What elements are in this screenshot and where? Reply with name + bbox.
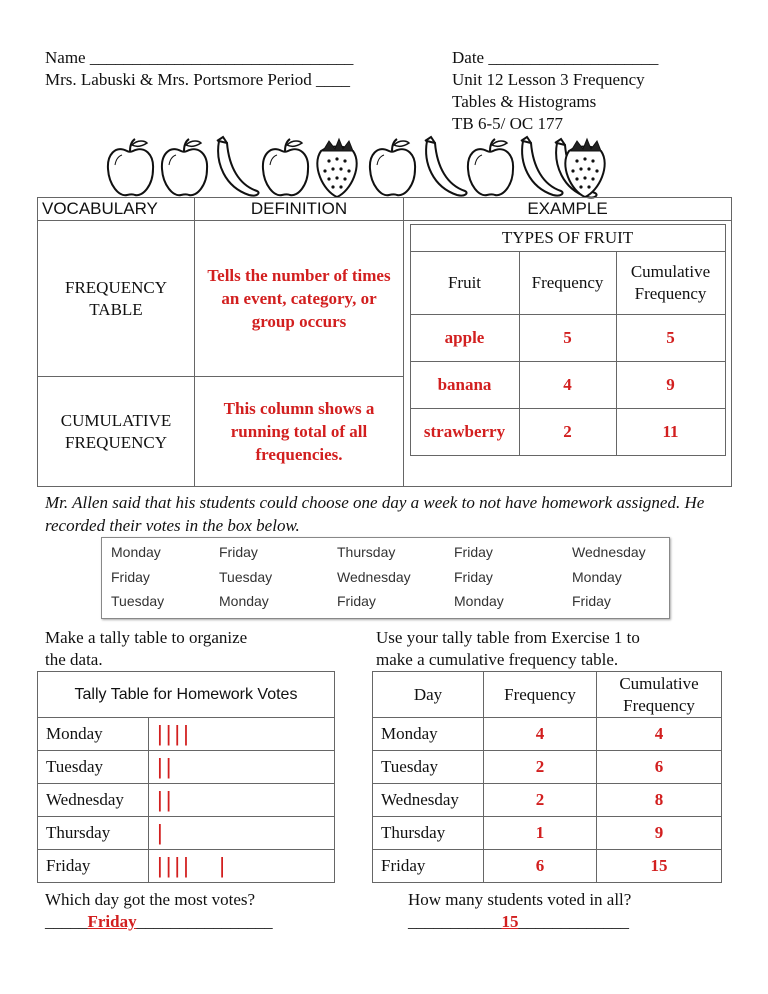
fruit-col-header: Fruit (410, 252, 519, 315)
votes-box (101, 537, 670, 619)
day-col-header: Day (373, 672, 484, 718)
cum-col-header (616, 252, 725, 315)
date-line[interactable]: Date ____________________ (452, 48, 659, 67)
teacher-line: Mrs. Labuski & Mrs. Portsmore Period ____ (45, 70, 351, 89)
exercise-1-prompt (45, 627, 247, 671)
answer-text: Friday (87, 912, 137, 931)
answer-text: 15 (501, 912, 519, 931)
vote: Monday (111, 544, 161, 560)
cum-header-line: Frequency (634, 284, 707, 303)
prompt-line: Use your tally table from Exercise 1 to (376, 628, 640, 647)
cum-cell: 9 (597, 817, 722, 850)
header-right (452, 47, 658, 135)
apple-icon (370, 139, 415, 195)
prompt-line: the data. (45, 650, 103, 669)
day-cell: Thursday (373, 817, 484, 850)
freq-cell: 2 (484, 784, 597, 817)
fruit-cell: banana (410, 362, 519, 409)
term-line: FREQUENCY (64, 277, 167, 297)
table-row (38, 784, 335, 817)
day-cell: Friday (373, 850, 484, 883)
fruit-frequency-table (410, 224, 726, 456)
table-row (410, 362, 725, 409)
table-row (373, 751, 722, 784)
vote: Friday (572, 593, 611, 609)
vote: Friday (454, 544, 493, 560)
term-cumulative-frequency (38, 377, 195, 487)
cum-header-line: Cumulative (630, 262, 711, 281)
vote: Friday (337, 593, 376, 609)
day-cell: Friday (38, 850, 149, 883)
word-problem: Mr. Allen said that his students could choose one day a week to not have homework assigned. He recorded their votes in the box below. (45, 493, 705, 535)
freq-cell: 2 (484, 751, 597, 784)
freq-cell: 1 (484, 817, 597, 850)
answer-line[interactable] (408, 911, 631, 933)
table-row (38, 751, 335, 784)
banana-icon (425, 137, 467, 196)
term-line: FREQUENCY (64, 432, 167, 452)
vote: Friday (454, 569, 493, 585)
table-row (38, 817, 335, 850)
answer-blank: _____ (45, 912, 88, 931)
fruit-border (105, 133, 607, 199)
lesson-line-2: Tables & Histograms (452, 92, 597, 111)
cum-cell: 4 (597, 718, 722, 751)
tally-marks: |||| (149, 718, 335, 751)
table-row (373, 784, 722, 817)
cum-cell: 11 (616, 409, 725, 456)
tally-marks: |||| | (149, 850, 335, 883)
cum-header-line: Cumulative (619, 673, 699, 693)
prompt-line: Make a tally table to organize (45, 628, 248, 647)
term-line: CUMULATIVE (60, 410, 172, 430)
answer-line[interactable] (45, 911, 273, 933)
vote: Thursday (337, 544, 396, 560)
tally-marks: || (149, 751, 335, 784)
lesson-line-3: TB 6-5/ OC 177 (452, 114, 563, 133)
cum-cell: 9 (616, 362, 725, 409)
header-left (45, 47, 353, 91)
day-cell: Tuesday (373, 751, 484, 784)
vote: Monday (219, 593, 269, 609)
cum-cell: 8 (597, 784, 722, 817)
tally-table (37, 671, 335, 883)
day-cell: Wednesday (373, 784, 484, 817)
day-cell: Thursday (38, 817, 149, 850)
fruit-cell: apple (410, 315, 519, 362)
vote: Friday (219, 544, 258, 560)
cum-col-header (597, 672, 722, 718)
freq-cell: 4 (519, 362, 616, 409)
table-row (373, 718, 722, 751)
tally-table-title: Tally Table for Homework Votes (38, 672, 335, 718)
day-cell: Wednesday (38, 784, 149, 817)
question-prompt: How many students voted in all? (408, 890, 632, 909)
vote: Wednesday (572, 544, 646, 560)
answer-blank: _____________ (518, 912, 629, 931)
vote: Monday (572, 569, 622, 585)
freq-cell: 6 (484, 850, 597, 883)
definition-header: DEFINITION (195, 198, 404, 221)
vote: Monday (454, 593, 504, 609)
strawberry-icon (317, 139, 356, 197)
question-total-votes (408, 889, 631, 933)
banana-icon (217, 137, 259, 196)
tally-marks: || (149, 784, 335, 817)
freq-cell: 5 (519, 315, 616, 362)
freq-cell: 4 (484, 718, 597, 751)
table-row (410, 315, 725, 362)
answer-blank: ________________ (136, 912, 273, 931)
cum-cell: 6 (597, 751, 722, 784)
day-cell: Monday (373, 718, 484, 751)
table-row (38, 850, 335, 883)
answer-blank: ___________ (408, 912, 502, 931)
cum-cell: 15 (597, 850, 722, 883)
apple-icon (263, 139, 308, 195)
vote: Friday (111, 569, 150, 585)
vote: Tuesday (111, 593, 165, 609)
freq-col-header: Frequency (484, 672, 597, 718)
fruit-cell: strawberry (410, 409, 519, 456)
table-row (373, 850, 722, 883)
question-prompt: Which day got the most votes? (45, 890, 256, 909)
lesson-line-1: Unit 12 Lesson 3 Frequency (452, 70, 645, 89)
prompt-line: make a cumulative frequency table. (376, 650, 619, 669)
table-row (373, 817, 722, 850)
apple-icon (468, 139, 513, 195)
day-cell: Monday (38, 718, 149, 751)
table-row (410, 409, 725, 456)
name-line[interactable]: Name _______________________________ (45, 48, 354, 67)
definition-frequency-table: Tells the number of times an event, category, or group occurs (195, 221, 404, 377)
vocabulary-table (37, 197, 732, 487)
fruit-table-title: TYPES OF FRUIT (410, 225, 725, 252)
vocab-header: VOCABULARY (38, 198, 195, 221)
cumulative-frequency-table (372, 671, 722, 883)
term-frequency-table (38, 221, 195, 377)
apple-icon (162, 139, 207, 195)
question-most-votes (45, 889, 273, 933)
freq-col-header: Frequency (519, 252, 616, 315)
term-line: TABLE (89, 299, 143, 319)
definition-cumulative-frequency: This column shows a running total of all frequencies. (195, 377, 404, 487)
vote: Tuesday (219, 569, 273, 585)
apple-icon (108, 139, 153, 195)
vote: Wednesday (337, 569, 411, 585)
day-cell: Tuesday (38, 751, 149, 784)
tally-marks: | (149, 817, 335, 850)
example-cell (404, 221, 732, 487)
freq-cell: 2 (519, 409, 616, 456)
example-header: EXAMPLE (404, 198, 732, 221)
exercise-2-prompt (376, 627, 640, 671)
table-row (38, 718, 335, 751)
cum-header-line: Frequency (623, 695, 695, 715)
cum-cell: 5 (616, 315, 725, 362)
